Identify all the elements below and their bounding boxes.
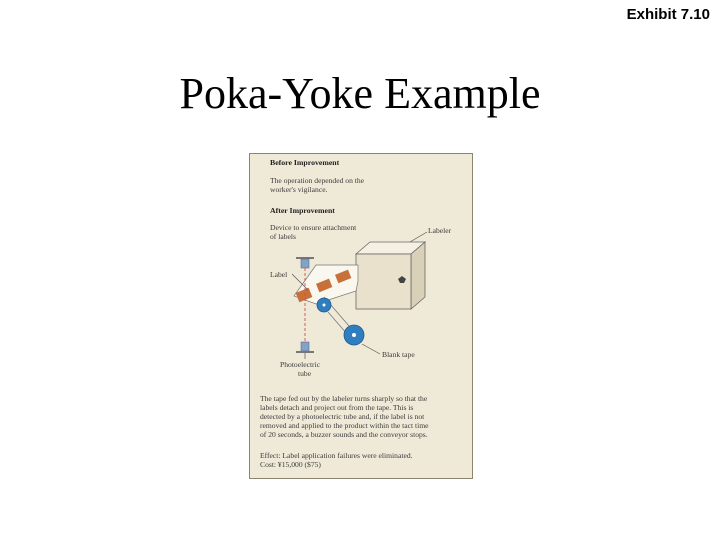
sensor-top-mount: [296, 257, 314, 259]
photoelectric-label-2: tube: [298, 369, 312, 378]
slide-title: Poka-Yoke Example: [179, 69, 541, 118]
labeler-box-side: [411, 242, 425, 309]
photoelectric-tube: [301, 342, 309, 351]
blank-tape-roll-hub: [352, 333, 356, 337]
description-line-1: The tape fed out by the labeler turns sharply so that the: [260, 394, 428, 403]
poka-yoke-figure: [249, 153, 473, 479]
description-line-2: labels detach and project out from the tape. This is: [260, 403, 414, 412]
labeler-label: Labeler: [428, 226, 452, 235]
before-heading: Before Improvement: [270, 158, 340, 167]
blank-tape-label: Blank tape: [382, 350, 415, 359]
after-text-1: Device to ensure attachment: [270, 223, 357, 232]
exhibit-number: Exhibit 7.10: [626, 6, 710, 23]
effect-text: Effect: Label application failures were eliminated.: [260, 451, 413, 460]
small-roller-hub: [323, 304, 326, 307]
sensor-bottom-mount: [296, 351, 314, 353]
after-text-2: of labels: [270, 232, 296, 241]
description-line-3: detected by a photoelectric tube and, if the label is not: [260, 412, 425, 421]
label-label: Label: [270, 270, 288, 279]
photoelectric-label-1: Photoelectric: [280, 360, 321, 369]
blank-tape-leader-line: [362, 344, 380, 354]
before-text-1: The operation depended on the: [270, 176, 365, 185]
before-text-2: worker's vigilance.: [270, 185, 328, 194]
description-line-4: removed and applied to the product within the tact time: [260, 421, 429, 430]
after-heading: After Improvement: [270, 206, 335, 215]
description-line-5: of 20 seconds, a buzzer sounds and the conveyor stops.: [260, 430, 428, 439]
cost-text: Cost: ¥15,000 ($75): [260, 460, 321, 469]
sensor-top-emitter: [301, 259, 309, 268]
